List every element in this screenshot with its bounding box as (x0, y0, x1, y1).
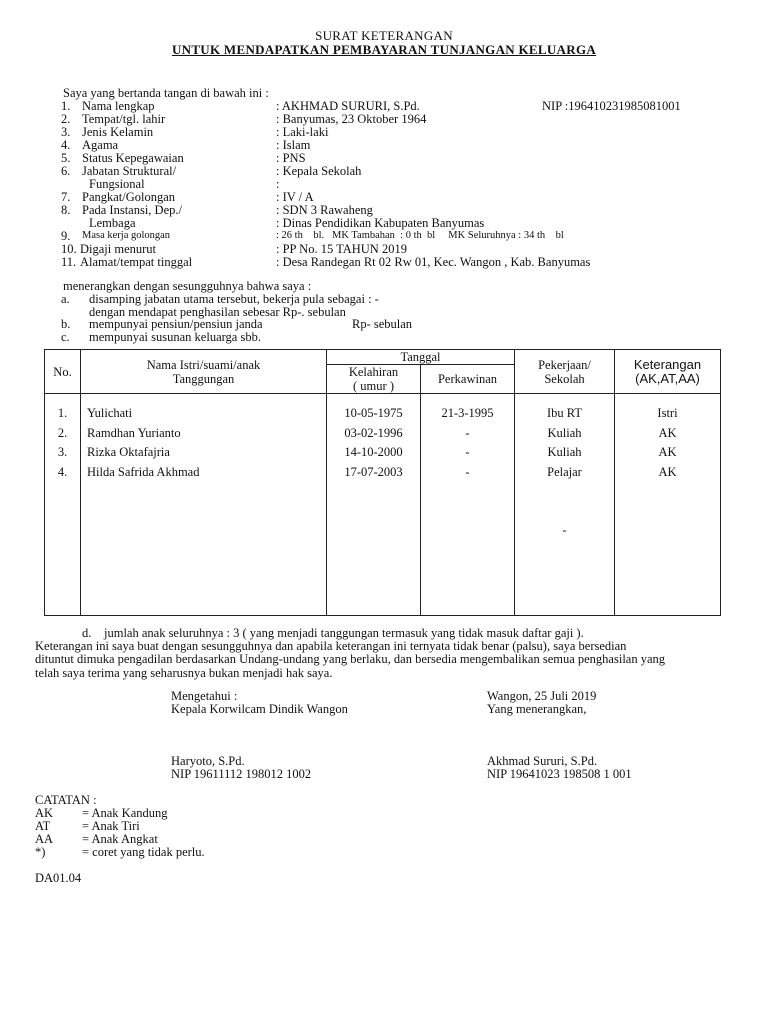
column-no (45, 394, 81, 616)
right-sign-line2: Yang menerangkan, (487, 702, 587, 716)
note-desc: = Anak Angkat (82, 832, 158, 846)
field-value: : Laki-laki (276, 125, 329, 139)
table-cell: Hilda Safrida Akhmad (87, 464, 200, 479)
right-sign-line1: Wangon, 25 Juli 2019 (487, 689, 597, 703)
table-cell: 03-02-1996 (344, 425, 403, 440)
field-label: Digaji menurut (80, 242, 157, 256)
left-signer-name: Haryoto, S.Pd. (171, 754, 245, 768)
column-perkawinan (421, 394, 515, 616)
field-value: : PP No. 15 TAHUN 2019 (276, 242, 407, 256)
document-code: DA01.04 (35, 871, 82, 885)
field-value: : 26 th bl. MK Tambahan : 0 th bl MK Seluruhnya : 34 th bl (276, 230, 564, 241)
field-number: 4. (61, 138, 71, 152)
field-number: 11. (61, 255, 77, 269)
table-cell: AK (658, 425, 677, 440)
table-cell: Istri (657, 406, 678, 420)
field-label: Nama lengkap (82, 99, 155, 113)
closing-line: telah saya terima yang seharusnya bukan menjadi hak saya. (35, 666, 333, 680)
statement-c-text: mempunyai susunan keluarga sbb. (89, 330, 261, 344)
field-value: : Kepala Sekolah (276, 164, 362, 178)
statement-a-line2: dengan mendapat penghasilan sebesar Rp-. sebulan (89, 305, 346, 319)
field-label: Agama (82, 138, 119, 152)
item-label: d. (82, 626, 92, 640)
right-signer-nip: NIP 19641023 198508 1 001 (487, 767, 632, 781)
closing-line: dituntut dimuka pengadilan berdasarkan Undang-undang yang berlaku, dan bersedia mengembalikan semua penghasilan yang (35, 652, 666, 666)
table-cell: 3. (57, 445, 68, 459)
table-cell: 4. (57, 464, 68, 479)
field-number: 7. (61, 190, 71, 204)
note-code: AA (35, 832, 54, 846)
field-value: : IV / A (276, 190, 314, 204)
table-cell: Kuliah (547, 445, 582, 459)
field-number: 5. (61, 151, 71, 165)
table-cell: Pelajar (547, 464, 582, 479)
field-number: 10. (61, 242, 77, 256)
table-cell: 1. (57, 406, 68, 420)
notes-title: CATATAN : (35, 793, 97, 807)
field-label: Pangkat/Golongan (82, 190, 176, 204)
column-kelahiran (327, 394, 421, 616)
left-sign-line2: Kepala Korwilcam Dindik Wangon (171, 702, 348, 716)
column-keterangan (615, 394, 721, 616)
field-number: 2. (61, 112, 71, 126)
field-value: : PNS (276, 151, 306, 165)
field-value: : Dinas Pendidikan Kabupaten Banyumas (276, 216, 485, 230)
field-label: Jabatan Struktural/ (82, 164, 177, 178)
header-no: No. (45, 350, 81, 394)
column-pekerjaan (515, 394, 615, 616)
statement-a-line1: disamping jabatan utama tersebut, bekerja pula sebagai : - (89, 292, 379, 306)
note-code: AK (35, 806, 54, 820)
field-number: 9. (61, 229, 71, 243)
column-name (81, 394, 327, 616)
field-number: 6. (61, 164, 71, 178)
header-name: Nama Istri/suami/anak Tanggungan (81, 350, 327, 394)
document-subtitle: UNTUK MENDAPATKAN PEMBAYARAN TUNJANGAN KELUARGA (171, 42, 597, 57)
field-value: : SDN 3 Rawaheng (276, 203, 373, 217)
table-cell: 17-07-2003 (344, 464, 403, 479)
header-tanggal: Tanggal (327, 350, 515, 365)
field-label: Masa kerja golongan (82, 230, 171, 241)
table-cell: 2. (57, 425, 68, 440)
field-label: Pada Instansi, Dep./ (82, 203, 182, 217)
field-number: 8. (61, 203, 71, 217)
field-value: : Banyumas, 23 Oktober 1964 (276, 112, 427, 126)
table-cell: Yulichati (87, 406, 133, 420)
table-cell-dash: - (562, 523, 567, 537)
family-table (44, 349, 721, 616)
statement-intro: menerangkan dengan sesungguhnya bahwa saya : (63, 279, 312, 293)
field-value: : Islam (276, 138, 311, 152)
note-desc: = Anak Tiri (82, 819, 140, 833)
field-label: Fungsional (89, 177, 145, 191)
item-label: c. (61, 330, 70, 344)
header-kelahiran: Kelahiran ( umur ) (327, 365, 421, 394)
table-cell: 21-3-1995 (441, 406, 494, 420)
table-cell: 10-05-1975 (344, 406, 403, 420)
statement-b-text: mempunyai pensiun/pensiun janda (89, 317, 263, 331)
field-number: 3. (61, 125, 71, 139)
field-label: Alamat/tempat tinggal (80, 255, 193, 269)
field-value: : AKHMAD SURURI, S.Pd. (276, 99, 420, 113)
header-pekerjaan: Pekerjaan/ Sekolah (515, 350, 615, 394)
note-desc: = coret yang tidak perlu. (82, 845, 205, 859)
table-cell: AK (658, 445, 677, 459)
table-cell: - (465, 445, 470, 459)
table-cell: Ibu RT (546, 406, 582, 420)
table-cell: Kuliah (547, 425, 582, 440)
note-desc: = Anak Kandung (82, 806, 168, 820)
note-code: AT (35, 819, 51, 833)
note-code: *) (35, 845, 46, 859)
field-label: Lembaga (89, 216, 136, 230)
table-cell: Ramdhan Yurianto (87, 425, 181, 440)
children-count-text: jumlah anak seluruhnya : 3 ( yang menjadi tanggungan termasuk yang tidak masuk daftar gaji ). (104, 626, 584, 640)
field-label: Tempat/tgl. lahir (82, 112, 166, 126)
statement-b-amount: Rp- sebulan (352, 317, 413, 331)
item-label: a. (61, 292, 70, 306)
table-cell: Rizka Oktafajria (87, 445, 170, 459)
closing-line: Keterangan ini saya buat dengan sesungguhnya dan apabila keterangan ini ternyata tidak benar (palsu), saya bersedian (35, 639, 627, 653)
field-value: : (276, 177, 280, 191)
header-keterangan: Keterangan (AK,AT,AA) (615, 350, 721, 394)
field-label: Status Kepegawaian (82, 151, 184, 165)
right-signer-name: Akhmad Sururi, S.Pd. (487, 754, 598, 768)
left-sign-line1: Mengetahui : (171, 689, 238, 703)
nip-top: NIP :196410231985081001 (542, 99, 681, 113)
header-perkawinan: Perkawinan (421, 365, 515, 394)
table-cell: 14-10-2000 (344, 445, 403, 459)
item-label: b. (61, 317, 71, 331)
document-title: SURAT KETERANGAN (315, 28, 453, 43)
field-value: : Desa Randegan Rt 02 Rw 01, Kec. Wangon , Kab. Banyumas (276, 255, 591, 269)
field-label: Jenis Kelamin (82, 125, 154, 139)
table-cell: - (465, 425, 470, 440)
intro-text: Saya yang bertanda tangan di bawah ini : (63, 86, 269, 100)
field-number: 1. (61, 99, 71, 113)
table-cell: AK (658, 464, 677, 479)
left-signer-nip: NIP 19611112 198012 1002 (171, 767, 312, 781)
table-cell: - (465, 464, 470, 479)
